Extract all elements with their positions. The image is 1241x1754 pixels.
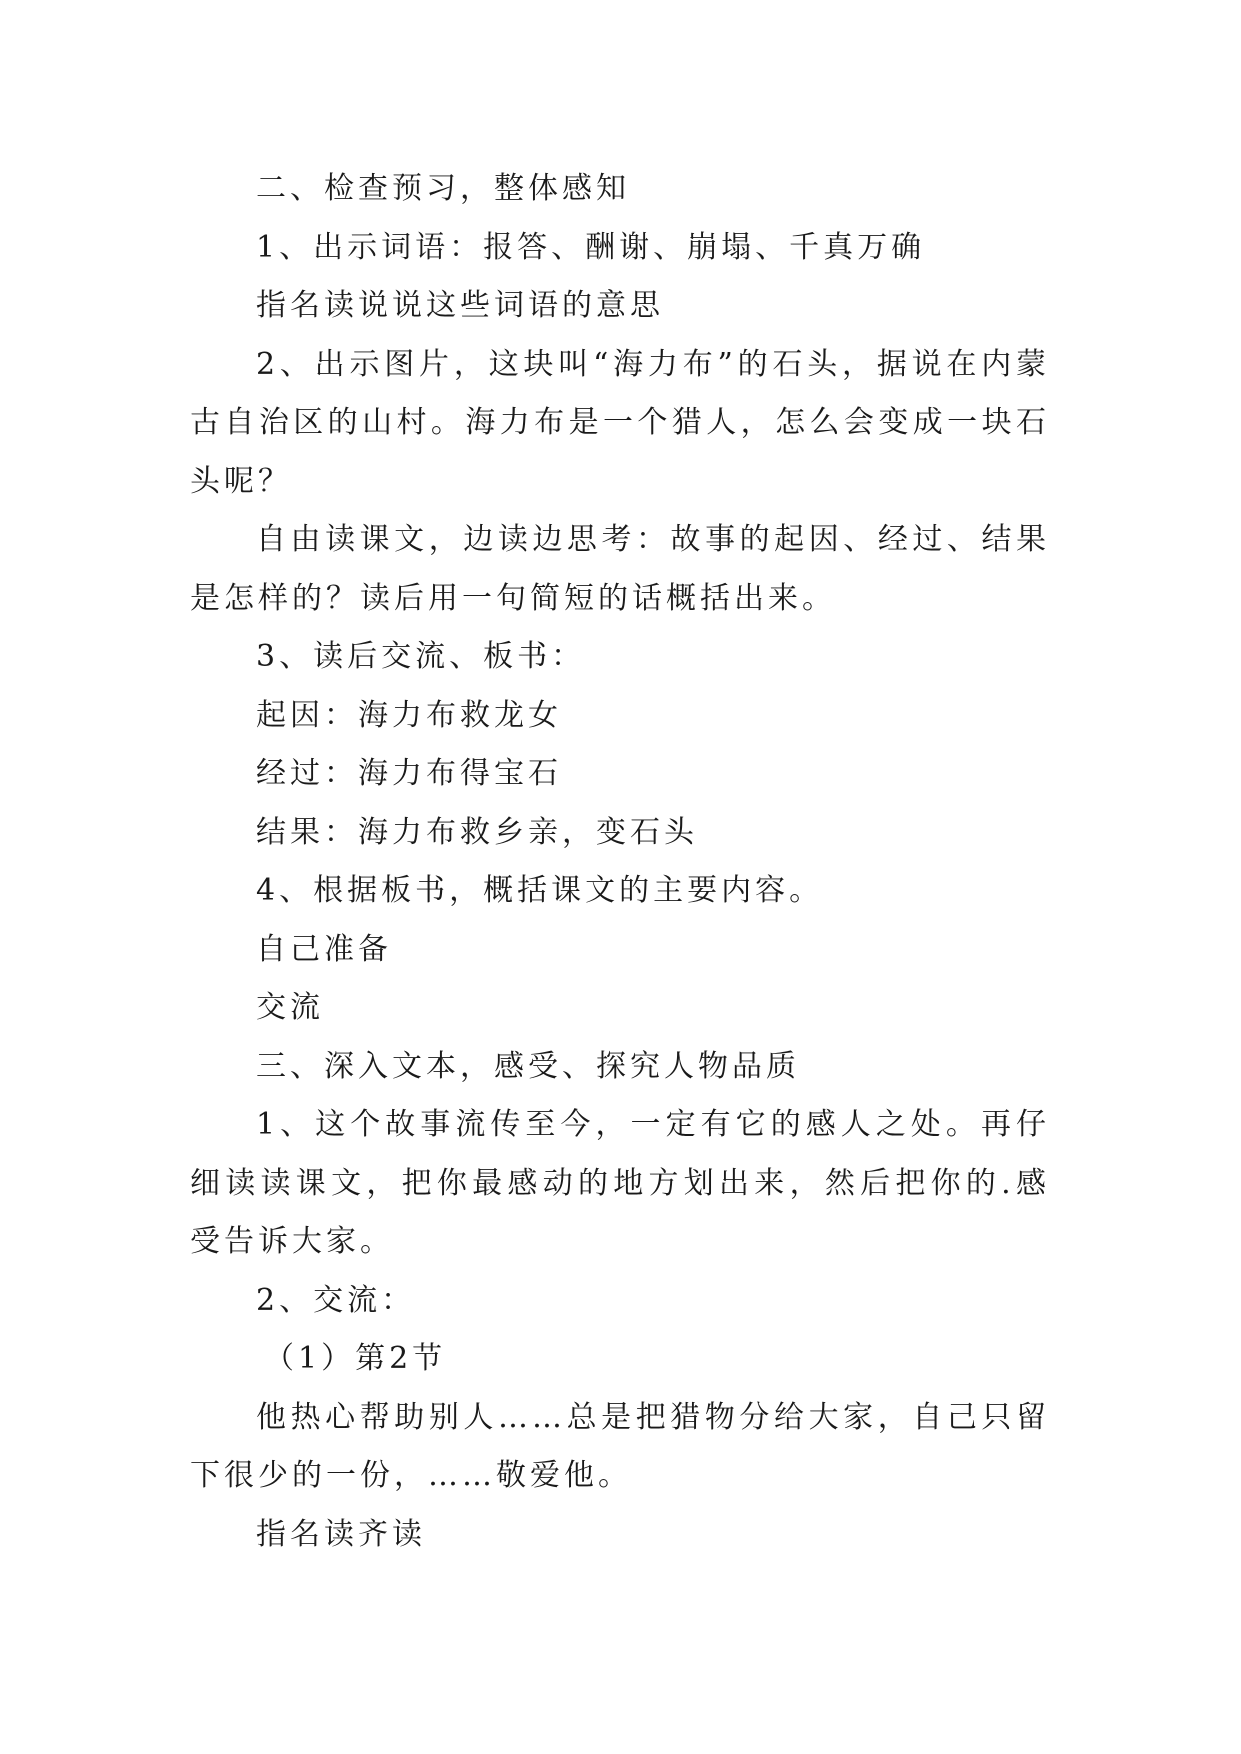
paragraph: 指名读齐读	[256, 1516, 426, 1552]
paragraph: 指名读说说这些词语的意思	[256, 288, 664, 323]
paragraph: 2、出示图片，这块叫“海力布”的石头，据说在内蒙古自治区的山村。海力布是一个猎人，怎么会变成一块石头呢？	[190, 346, 1050, 499]
paragraph: 他热心帮助别人……总是把猎物分给大家，自己只留下很少的一份，……敬爱他。	[190, 1399, 1050, 1493]
paragraph: 1、出示词语：报答、酬谢、崩塌、千真万确	[256, 229, 926, 265]
paragraph: 交流	[256, 990, 324, 1025]
paragraph: 3、读后交流、板书：	[256, 639, 586, 674]
section-heading-3: 三、深入文本，感受、探究人物品质	[256, 1048, 800, 1084]
paragraph: 自由读课文，边读边思考：故事的起因、经过、结果是怎样的？读后用一句简短的话概括出来。	[190, 522, 1050, 616]
paragraph: 自己准备	[256, 931, 392, 967]
paragraph: （1）第2节	[264, 1341, 447, 1376]
section-heading-2: 二、检查预习，整体感知	[256, 171, 630, 206]
paragraph: 结果：海力布救乡亲，变石头	[256, 814, 698, 850]
paragraph: 2、交流：	[256, 1282, 416, 1318]
paragraph: 4、根据板书，概括课文的主要内容。	[256, 873, 824, 908]
paragraph: 1、这个故事流传至今，一定有它的感人之处。再仔细读读课文，把你最感动的地方划出来，然后把你的.感受告诉大家。	[190, 1107, 1050, 1259]
paragraph: 起因：海力布救龙女	[256, 697, 562, 733]
document-body	[190, 160, 1050, 1564]
paragraph: 经过：海力布得宝石	[256, 756, 562, 791]
